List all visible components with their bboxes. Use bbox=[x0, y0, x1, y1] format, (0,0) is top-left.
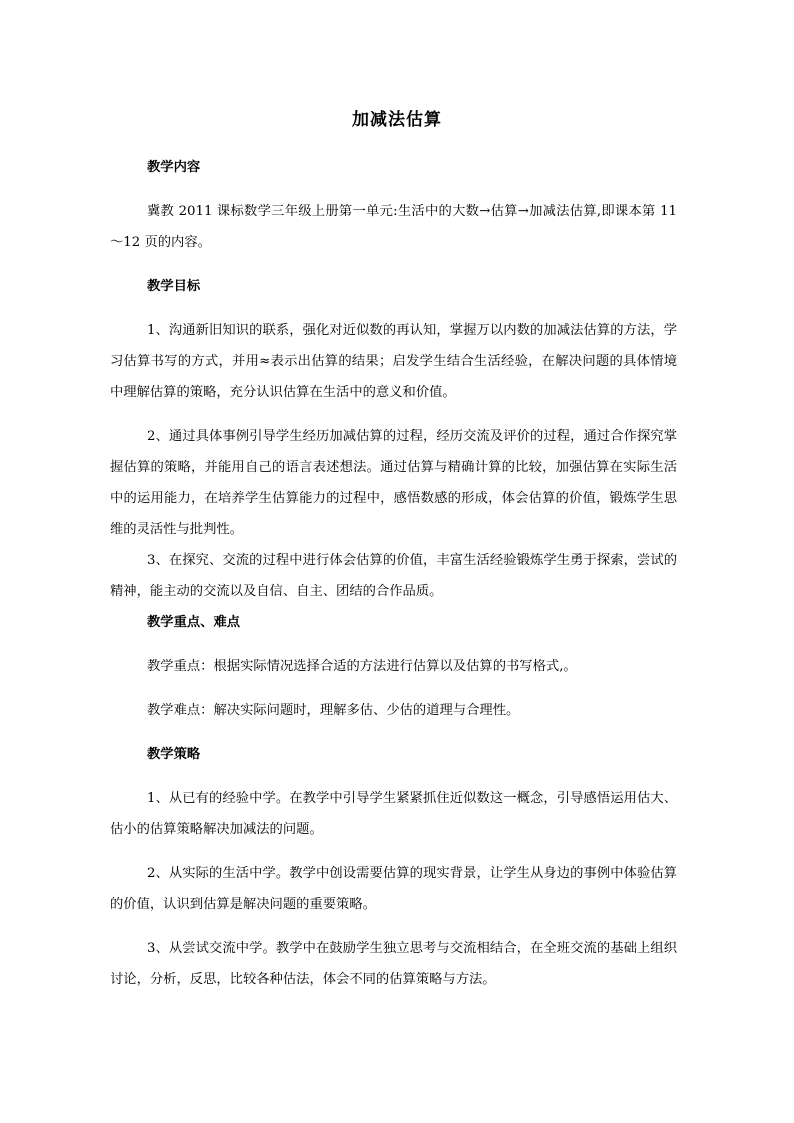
strategy-paragraph-2: 2、从实际的生活中学。教学中创设需要估算的现实背景，让学生从身边的事例中体验估算的价值，认识到估算是解决问题的重要策略。 bbox=[110, 866, 677, 912]
section-heading-content: 教学内容 bbox=[147, 160, 201, 175]
goals-paragraph-2: 2、通过具体事例引导学生经历加减估算的过程，经历交流及评价的过程，通过合作探究掌握估算的策略，并能用自己的语言表述想法。通过估算与精确计算的比较，加强估算在实际生活中的运用能力，在培养学生估算能力的过程中，感悟数感的形成，体会估算的价值，锻炼学生思维的灵活性与批判性。 bbox=[110, 429, 677, 537]
goals-paragraph-3: 3、在探究、交流的过程中进行体会估算的价值，丰富生活经验锻炼学生勇于探索，尝试的精神，能主动的交流以及自信、自主、团结的合作品质。 bbox=[110, 553, 677, 599]
strategy-paragraph-1: 1、从已有的经验中学。在教学中引导学生紧紧抓住近似数这一概念，引导感悟运用估大、估小的估算策略解决加减法的问题。 bbox=[110, 791, 677, 837]
content-paragraph-1: 冀教 2011 课标数学三年级上册第一单元:生活中的大数→估算→加减法估算,即课本第 11～12 页的内容。 bbox=[110, 204, 677, 250]
document-title: 加减法估算 bbox=[352, 110, 442, 130]
document-body bbox=[110, 152, 677, 995]
goals-paragraph-1: 1、沟通新旧知识的联系，强化对近似数的再认知，掌握万以内数的加减法估算的方法，学习估算书写的方式，并用≈表示出估算的结果；启发学生结合生活经验，在解决问题的具体情境中理解估算的策略，充分认识估算在生活中的意义和价值。 bbox=[110, 323, 677, 400]
section-heading-goals: 教学目标 bbox=[147, 279, 201, 294]
section-heading-key-points: 教学重点、难点 bbox=[147, 615, 241, 630]
section-heading-strategy: 教学策略 bbox=[147, 747, 201, 762]
key-points-paragraph-1: 教学重点：根据实际情况选择合适的方法进行估算以及估算的书写格式,。 bbox=[147, 659, 577, 674]
key-points-paragraph-2: 教学难点：解决实际问题时，理解多估、少估的道理与合理性。 bbox=[147, 703, 520, 718]
strategy-paragraph-3: 3、从尝试交流中学。教学中在鼓励学生独立思考与交流相结合，在全班交流的基础上组织讨论，分析，反思，比较各种估法，体会不同的估算策略与方法。 bbox=[110, 941, 677, 987]
